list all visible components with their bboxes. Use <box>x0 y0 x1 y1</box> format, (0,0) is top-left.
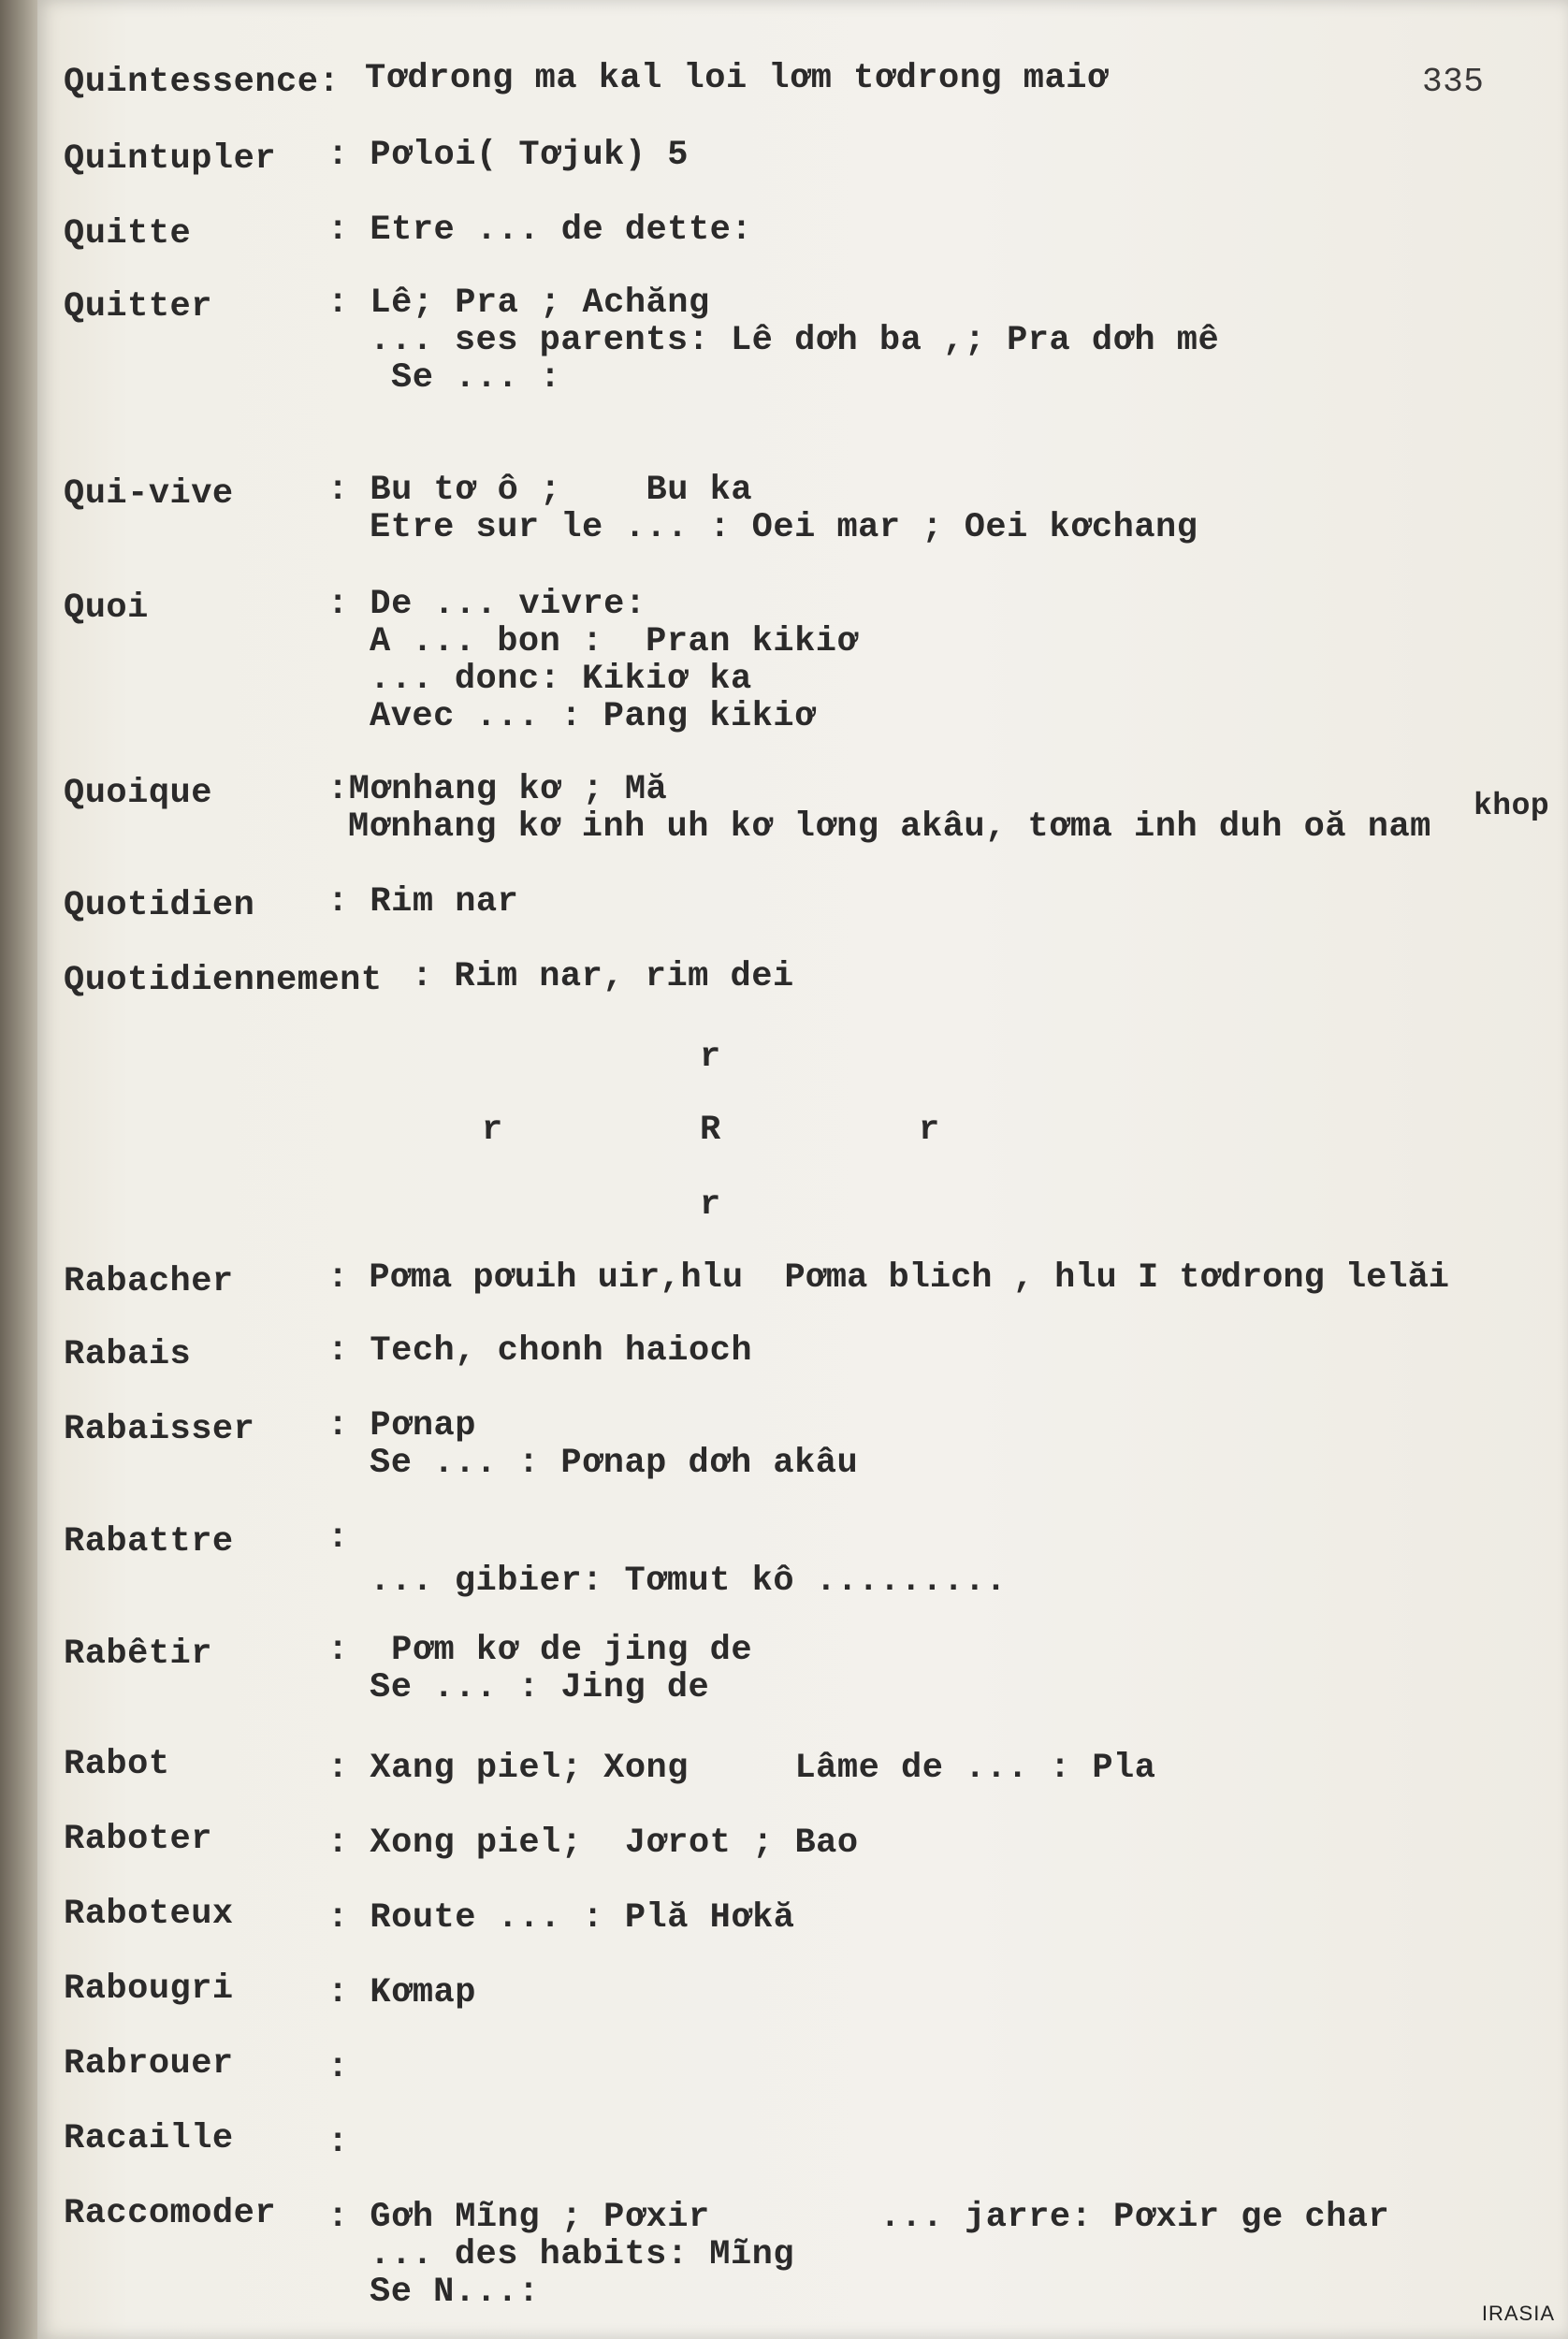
entry-line: Se ... : Jing de <box>370 1668 710 1707</box>
entry-head: Quitter <box>64 287 212 327</box>
entry-line: :Mơnhang kơ ; Mă <box>327 770 668 809</box>
entry-head: Quotidien <box>64 886 255 925</box>
section-mark: r <box>919 1111 940 1150</box>
entry-line: ... ses parents: Lê dơh ba ,; Pra dơh mê <box>370 321 1220 360</box>
entry-head: Rabot <box>64 1745 170 1784</box>
entry-line: ... gibier: Tơmut kô ......... <box>370 1562 1008 1601</box>
section-letter: R <box>700 1111 721 1150</box>
entry-head: Quintupler <box>64 139 277 179</box>
section-mark: r <box>482 1111 503 1150</box>
entry-head: Rabacher <box>64 1262 234 1301</box>
entry-line: Tơdrong ma kal loi lơm tơdrong maiơ <box>365 59 1109 98</box>
entry-line: : Tech, chonh haioch <box>327 1331 753 1371</box>
entry-line: Se N...: <box>370 2273 540 2312</box>
entry-line: Etre sur le ... : Oei mar ; Oei kơchang <box>370 508 1198 547</box>
section-mark: r <box>700 1185 721 1225</box>
entry-head: Racaille <box>64 2119 234 2158</box>
entry-line: : Rim nar, rim dei <box>412 957 794 996</box>
entry-line: Mơnhang kơ inh uh kơ lơng akâu, tơma inh duh oă nam <box>348 807 1431 847</box>
entry-line: A ... bon : Pran kikiơ <box>370 622 859 661</box>
page-number: 335 <box>1422 63 1485 101</box>
entry-line: ... donc: Kikiơ ka <box>370 660 752 699</box>
entry-line: Avec ... : Pang kikiơ <box>370 697 816 736</box>
entry-line: : Etre ... de dette: <box>327 211 753 250</box>
entry-line: : <box>327 2123 349 2162</box>
entry-line: : Kơmap <box>327 1973 476 2012</box>
entry-line: : Gơh Mĩng ; Pơxir ... jarre: Pơxir ge char <box>327 2198 1390 2237</box>
entry-line: : <box>327 1518 349 1558</box>
section-mark: r <box>700 1038 721 1077</box>
entry-head: Rabrouer <box>64 2044 234 2084</box>
entry-line: : Lê; Pra ; Achăng <box>327 283 710 323</box>
entry-head: Quoique <box>64 774 212 813</box>
entry-head: Raboteux <box>64 1895 234 1934</box>
entry-line: : De ... vivre: <box>327 585 646 624</box>
entry-head: Qui-vive <box>64 474 234 514</box>
watermark: IRASIA <box>1481 2302 1555 2325</box>
entry-head: Rabais <box>64 1335 192 1374</box>
entry-head: Raccomoder <box>64 2194 277 2233</box>
entry-head: Rabêtir <box>64 1634 212 1674</box>
entry-line: : Pơnap <box>327 1406 476 1446</box>
entry-head: Quintessence: <box>64 63 341 102</box>
entry-line: ... des habits: Mĩng <box>370 2235 795 2274</box>
entry-line-margin: khop <box>1474 789 1550 823</box>
entry-line: : Pơloi( Tơjuk) 5 <box>327 136 689 175</box>
entry-line: : Pơm kơ de jing de <box>327 1631 753 1670</box>
entry-line: : Xong piel; Jơrot ; Bao <box>327 1823 859 1863</box>
entry-line: : Bu tơ ô ; Bu ka <box>327 471 753 510</box>
entry-line: : Xang piel; Xong Lâme de ... : Pla <box>327 1749 1156 1788</box>
entry-line: : Rim nar <box>327 882 519 922</box>
entry-head: Rabaisser <box>64 1410 255 1449</box>
entry-head: Raboter <box>64 1820 212 1859</box>
entry-head: Rabougri <box>64 1969 234 2009</box>
entry-head: Rabattre <box>64 1522 234 1562</box>
entry-head: Quoi <box>64 588 149 628</box>
entry-line: Se ... : <box>391 358 561 398</box>
entry-line: : Pơma pơuih uir,hlu Pơma blich , hlu I tơdrong lelăi <box>327 1258 1449 1298</box>
entry-head: Quitte <box>64 214 192 254</box>
entry-line: : <box>327 2048 349 2087</box>
entry-line: : Route ... : Plă Hơkă <box>327 1898 795 1938</box>
entry-head: Quotidiennement <box>64 961 383 1000</box>
entry-line: Se ... : Pơnap dơh akâu <box>370 1444 859 1483</box>
